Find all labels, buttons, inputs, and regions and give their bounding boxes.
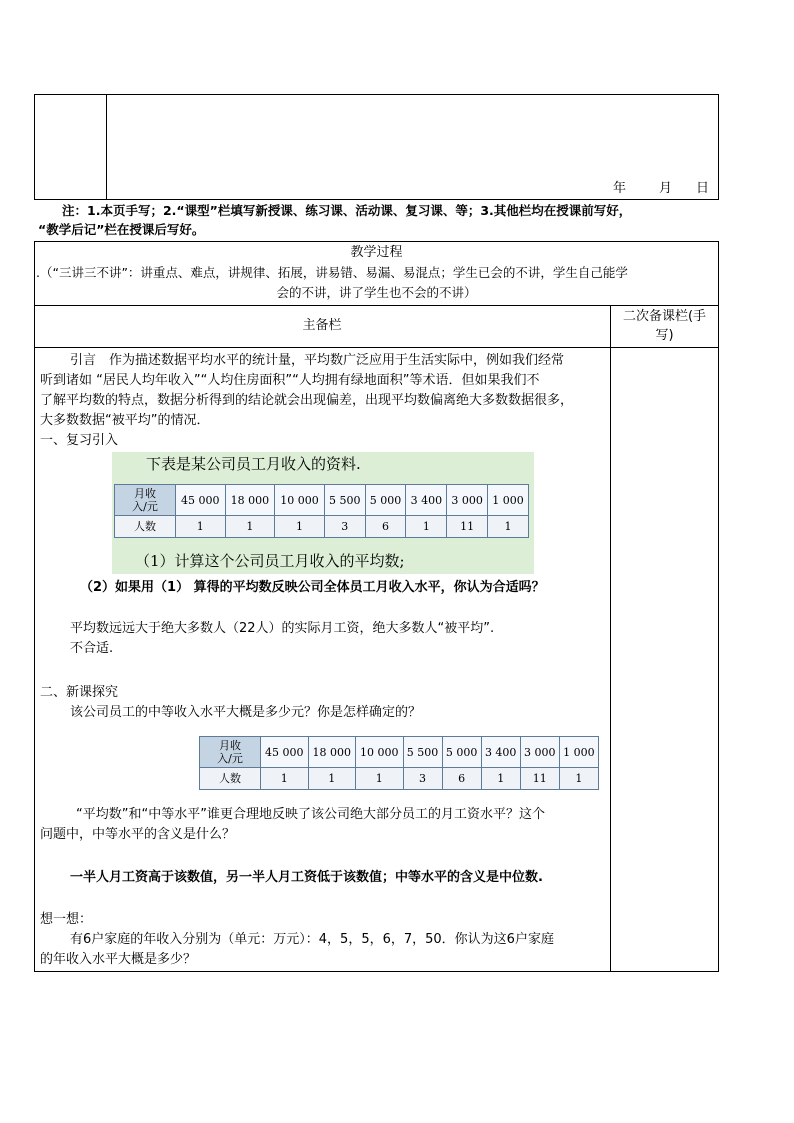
- income-cell: 1 000: [488, 485, 529, 516]
- intro-line-2: 听到诸如 “居民人均年收入”“人均住房面积”“人均拥有绿地面积”等术语．但如果我们不: [40, 373, 540, 388]
- note-line-2: “教学后记”栏在授课后写好。: [38, 222, 205, 237]
- conclusion: 一半人月工资高于该数值，另一半人月工资低于该数值；中等水平的含义是中位数.: [70, 870, 543, 885]
- question-1: （1）计算这个公司员工月收入的平均数;: [135, 552, 405, 570]
- income-cell: 18 000: [308, 737, 356, 768]
- think-line-1: 有6户家庭的年收入分别为（单元：万元）：4，5，5，6，7，50．你认为这6户家庭: [70, 932, 554, 947]
- income-cell: 3 400: [481, 737, 520, 768]
- count-cell: 6: [365, 516, 406, 538]
- count-header-cell: 人数: [115, 516, 176, 538]
- lesson-table: [34, 241, 719, 972]
- section2-heading: 二、新课探究: [40, 685, 119, 700]
- income-cell: 3 000: [447, 485, 488, 516]
- count-cell: 1: [481, 768, 520, 790]
- income-header-cell: [115, 485, 176, 516]
- process-divider: [34, 305, 719, 306]
- date-year: 年: [613, 181, 627, 196]
- income-cell: 45 000: [261, 737, 309, 768]
- count-cell: 1: [488, 516, 529, 538]
- count-cell: 11: [520, 768, 559, 790]
- count-cell: 6: [442, 768, 481, 790]
- income-cell: 5 500: [403, 737, 442, 768]
- count-cell: 1: [225, 516, 275, 538]
- section1-heading: 一、复习引入: [40, 433, 119, 448]
- count-cell: 3: [403, 768, 442, 790]
- date-day: 日: [696, 181, 710, 196]
- income-header-label-2: 入/元: [217, 752, 243, 765]
- count-cell: 1: [261, 768, 309, 790]
- count-cell: 11: [447, 516, 488, 538]
- column-divider: [610, 305, 611, 972]
- income-cell: 10 000: [356, 737, 404, 768]
- panel-title: 下表是某公司员工月收入的资料.: [146, 455, 361, 473]
- intro-line-4: 大多数数据“被平均”的情况．: [40, 413, 210, 428]
- income-header-cell: [200, 737, 261, 768]
- section2-question: 该公司员工的中等收入水平大概是多少元？你是怎样确定的？: [70, 705, 422, 720]
- count-cell: 1: [176, 516, 226, 538]
- process-line-2: 会的不讲，讲了学生也不会的不讲）: [276, 285, 477, 300]
- income-cell: 3 000: [520, 737, 559, 768]
- think-heading: 想一想：: [40, 912, 93, 927]
- answer-2: 不合适.: [70, 641, 114, 656]
- count-cell: 1: [559, 768, 598, 790]
- process-title: 教学过程: [350, 245, 403, 260]
- count-cell: 1: [406, 516, 447, 538]
- count-cell: 1: [356, 768, 404, 790]
- income-table-1: [114, 484, 529, 538]
- income-cell: 5 000: [442, 737, 481, 768]
- process-line-1: .（“三讲三不讲”：讲重点、难点，讲规律、拓展，讲易错、易漏、易混点；学生已会的不讲，学生自己能学: [36, 265, 628, 280]
- question-2: （2）如果用（1） 算得的平均数反映公司全体员工月收入水平，你认为合适吗？: [80, 580, 545, 595]
- think-line-2: 的年收入水平大概是多少？: [40, 952, 197, 967]
- second-column-header-2: 写): [655, 328, 674, 343]
- income-cell: 5 500: [324, 485, 365, 516]
- discussion-line-2: 问题中，中等水平的含义是什么？: [40, 827, 236, 842]
- main-column-header: 主备栏: [302, 318, 342, 333]
- discussion-line-1: “平均数”和“中等水平”谁更合理地反映了该公司绝大部分员工的月工资水平？这个: [76, 807, 545, 822]
- income-cell: 3 400: [406, 485, 447, 516]
- count-cell: 3: [324, 516, 365, 538]
- income-header-label-1: 月收: [219, 739, 241, 752]
- intro-line-1: 引言 作为描述数据平均水平的统计量，平均数广泛应用于生活实际中，例如我们经常: [70, 353, 565, 368]
- income-cell: 10 000: [275, 485, 325, 516]
- count-cell: 1: [275, 516, 325, 538]
- answer-1: 平均数远远大于绝大多数人（22人）的实际月工资，绝大多数人“被平均”.: [70, 621, 495, 636]
- second-column-header-1: 二次备课栏(手: [622, 309, 707, 324]
- income-cell: 18 000: [225, 485, 275, 516]
- income-table-2: [199, 736, 599, 790]
- count-cell: 1: [308, 768, 356, 790]
- note-line-1: 注：1.本页手写；2.“课型”栏填写新授课、练习课、活动课、复习课、等；3.其他栏均在授课前写好，: [62, 203, 632, 218]
- income-cell: 1 000: [559, 737, 598, 768]
- header-divider: [34, 347, 719, 348]
- income-cell: 45 000: [176, 485, 226, 516]
- intro-line-3: 了解平均数的特点，数据分析得到的结论就会出现偏差，出现平均数偏离绝大多数数据很多，: [40, 393, 574, 408]
- income-header-label-2: 入/元: [132, 500, 158, 513]
- income-header-label-1: 月收: [134, 487, 156, 500]
- count-header-cell: 人数: [200, 768, 261, 790]
- date-month: 月: [659, 181, 673, 196]
- income-cell: 5 000: [365, 485, 406, 516]
- top-table-divider: [106, 94, 107, 200]
